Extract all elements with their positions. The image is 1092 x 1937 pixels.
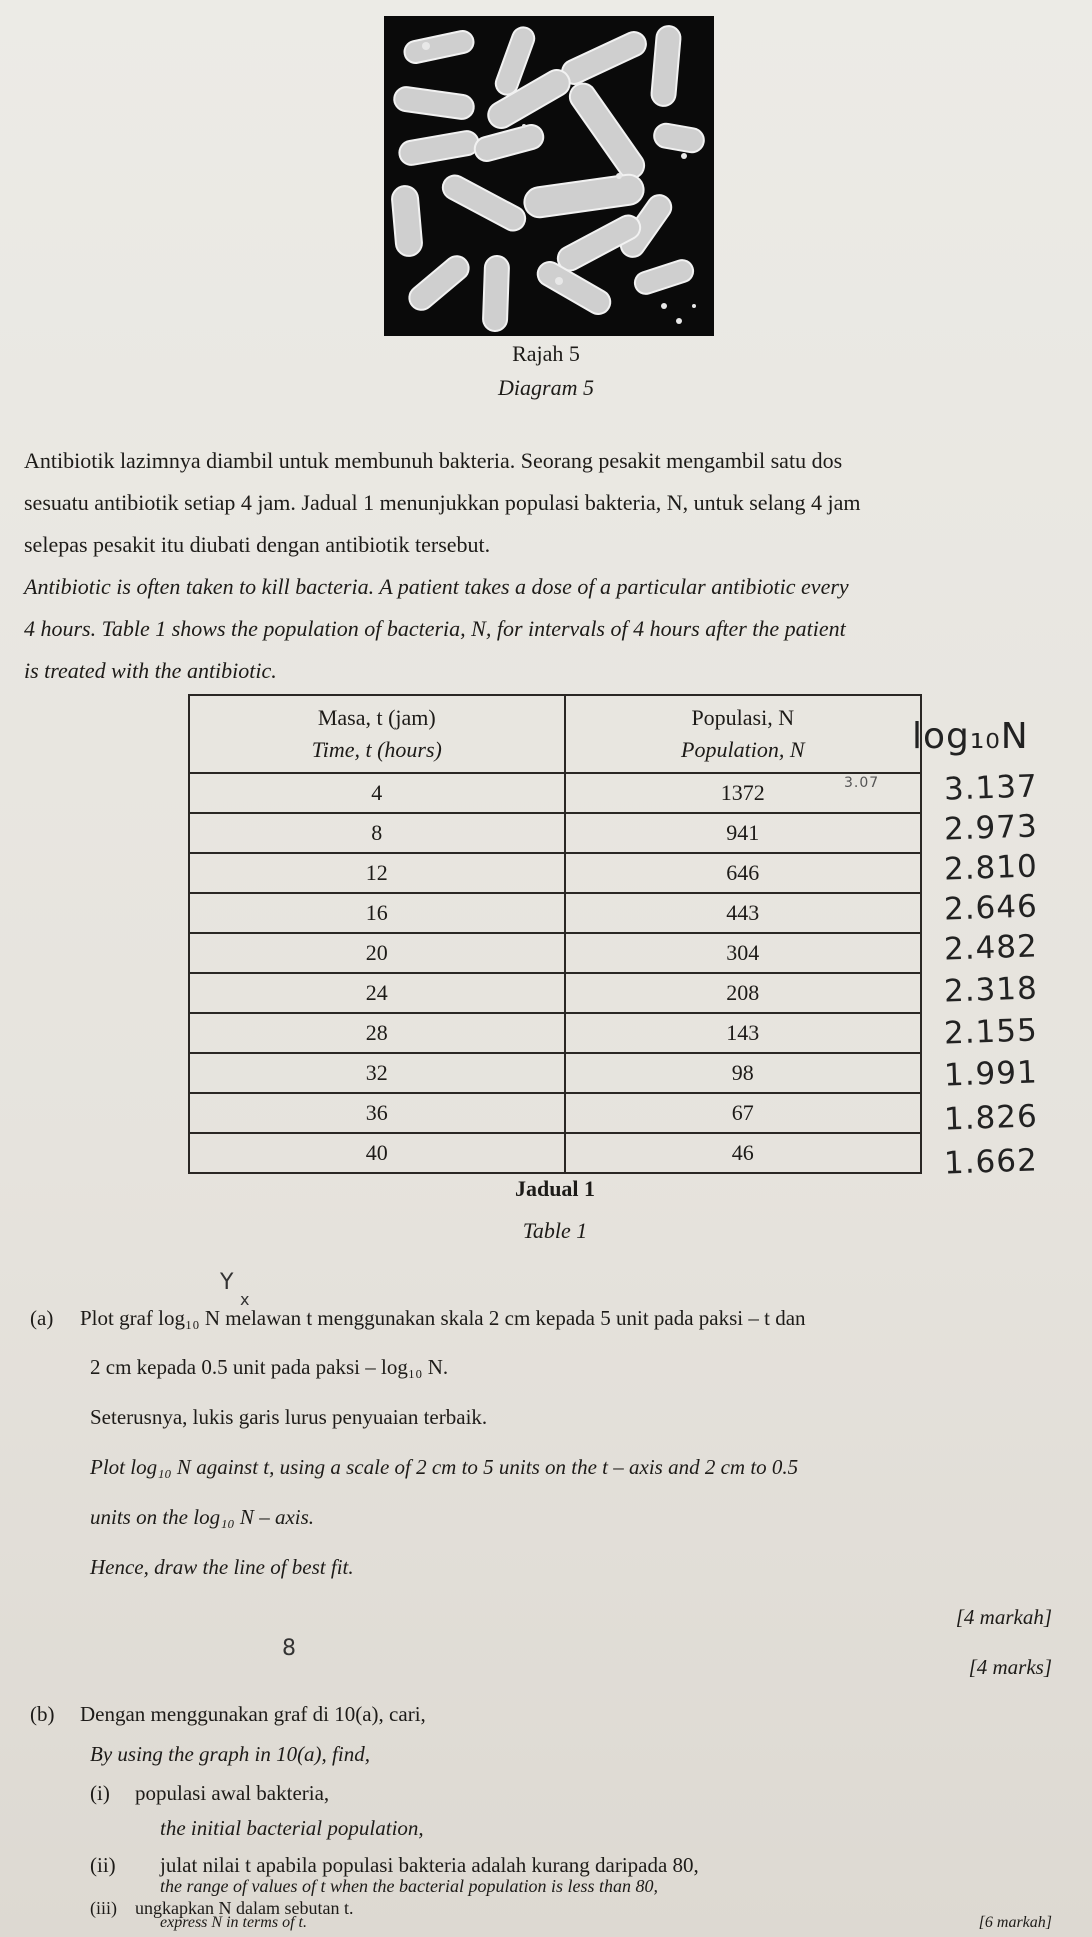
part-a-en-line1: Plot log₁₀ N against t, using a scale of 2 cm to 5 units on the t – axis and 2 cm to 0.5 xyxy=(90,1455,799,1479)
part-b-item-en: express N in terms of t. xyxy=(160,1914,307,1931)
intro-en-line: Antibiotic is often taken to kill bacteria. A patient takes a dose of a particular antibiotic every xyxy=(24,574,849,599)
cell-population: 443 xyxy=(565,893,921,933)
part-a-label: (a) xyxy=(30,1306,54,1330)
cell-population: 143 xyxy=(565,1013,921,1053)
handwritten-value: 2.973 xyxy=(943,808,1039,848)
cell-time: 24 xyxy=(189,973,565,1013)
intro-ms-line: Antibiotik lazimnya diambil untuk membunuh bakteria. Seorang pesakit mengambil satu dos xyxy=(24,448,843,473)
header-time-en: Time, t (hours) xyxy=(311,737,442,762)
table-caption-en: Table 1 xyxy=(522,1218,588,1243)
part-b-item-en: the initial bacterial population, xyxy=(160,1816,424,1840)
handwritten-small-note: 3.07 xyxy=(844,775,880,791)
part-a-marks-ms: [4 markah] xyxy=(955,1605,1052,1629)
table-row xyxy=(189,1053,921,1093)
cell-time: 8 xyxy=(189,813,565,853)
part-a-en-line3: Hence, draw the line of best fit. xyxy=(90,1555,354,1579)
part-a-en-line2: units on the log₁₀ N – axis. xyxy=(90,1505,315,1529)
cell-population: 941 xyxy=(565,813,921,853)
part-a-ms-line3: Seterusnya, lukis garis lurus penyuaian terbaik. xyxy=(90,1405,488,1429)
part-b-item-num: (ii) xyxy=(90,1853,116,1877)
part-b-item-ms: julat nilai t apabila populasi bakteria adalah kurang daripada 80, xyxy=(160,1853,699,1877)
cell-population: 98 xyxy=(565,1053,921,1093)
part-b-ms-text: Dengan menggunakan graf di 10(a), cari, xyxy=(80,1702,426,1726)
handwritten-value: 2.646 xyxy=(943,888,1039,928)
table-row xyxy=(189,933,921,973)
intro-malay xyxy=(24,440,1084,566)
part-a-ms-text: Plot graf log₁₀ N melawan t menggunakan skala 2 cm kepada 5 unit pada paksi – t dan xyxy=(80,1306,806,1330)
handwritten-value: 2.810 xyxy=(943,848,1039,888)
part-b-marks-ms: [6 markah] xyxy=(978,1914,1052,1931)
part-b-label: (b) xyxy=(30,1702,55,1726)
intro-en-line: is treated with the antibiotic. xyxy=(24,658,277,683)
cell-time: 4 xyxy=(189,773,565,813)
part-b-item-ms: ungkapkan N dalam sebutan t. xyxy=(135,1898,354,1918)
cell-population: 46 xyxy=(565,1133,921,1173)
part-a-marks-en: [4 marks] xyxy=(968,1655,1052,1679)
header-time xyxy=(189,695,565,773)
handwritten-value: 1.826 xyxy=(943,1098,1039,1138)
handwritten-value: 1.991 xyxy=(943,1054,1039,1094)
cell-time: 28 xyxy=(189,1013,565,1053)
table-row xyxy=(189,1093,921,1133)
part-a-ms-line2: 2 cm kepada 0.5 unit pada paksi – log₁₀ N. xyxy=(90,1355,449,1379)
table-row xyxy=(189,973,921,1013)
part-b-item-en: the range of values of t when the bacterial population is less than 80, xyxy=(160,1876,658,1896)
table-row xyxy=(189,813,921,853)
table-row xyxy=(189,893,921,933)
cell-population: 208 xyxy=(565,973,921,1013)
cell-population: 67 xyxy=(565,1093,921,1133)
handwritten-log-heading: log₁₀N xyxy=(912,716,1029,757)
part-b-en-line: By using the graph in 10(a), find, xyxy=(90,1742,370,1766)
part-b-item-ms: populasi awal bakteria, xyxy=(135,1781,330,1805)
cell-time: 40 xyxy=(189,1133,565,1173)
cell-time: 12 xyxy=(189,853,565,893)
header-population xyxy=(565,695,921,773)
cell-time: 32 xyxy=(189,1053,565,1093)
header-time-ms: Masa, t (jam) xyxy=(317,705,436,730)
cell-population: 646 xyxy=(565,853,921,893)
cell-time: 36 xyxy=(189,1093,565,1133)
header-pop-ms: Populasi, N xyxy=(691,705,795,730)
bacteria-diagram xyxy=(384,16,714,336)
part-b-ms-line xyxy=(30,1700,1070,1728)
diagram-caption-ms: Rajah 5 xyxy=(512,341,580,366)
table-row xyxy=(189,853,921,893)
part-a-ms-line1 xyxy=(30,1304,1070,1332)
handwritten-value: 2.318 xyxy=(943,970,1039,1010)
intro-ms-line: selepas pesakit itu diubati dengan antibiotik tersebut. xyxy=(24,532,491,557)
pen-mark-x: x xyxy=(240,1290,250,1309)
population-table xyxy=(188,694,922,1174)
handwritten-value: 2.482 xyxy=(943,928,1039,968)
table-row xyxy=(189,773,921,813)
table-row xyxy=(189,1133,921,1173)
header-pop-en: Population, N xyxy=(681,737,805,762)
handwritten-value: 2.155 xyxy=(943,1012,1039,1052)
table-row xyxy=(189,1013,921,1053)
intro-ms-line: sesuatu antibiotik setiap 4 jam. Jadual 1 menunjukkan populasi bakteria, N, untuk selang 4 jam xyxy=(24,490,861,515)
pen-mark-y: Y xyxy=(220,1270,234,1295)
handwritten-value: 1.662 xyxy=(943,1142,1039,1182)
diagram-caption-en: Diagram 5 xyxy=(498,375,594,400)
cell-time: 16 xyxy=(189,893,565,933)
cell-time: 20 xyxy=(189,933,565,973)
bacteria-image xyxy=(384,16,714,336)
intro-en-line: 4 hours. Table 1 shows the population of bacteria, N, for intervals of 4 hours after the patient xyxy=(24,616,846,641)
part-b-item-num: (iii) xyxy=(90,1898,117,1918)
cell-population: 1372 xyxy=(565,773,921,813)
cell-population: 304 xyxy=(565,933,921,973)
handwritten-value: 3.137 xyxy=(943,768,1039,808)
intro-english xyxy=(24,566,1084,692)
table-caption-ms: Jadual 1 xyxy=(514,1176,596,1201)
part-b-item-num: (i) xyxy=(90,1781,110,1805)
pen-mark-8: 8 xyxy=(282,1636,296,1661)
